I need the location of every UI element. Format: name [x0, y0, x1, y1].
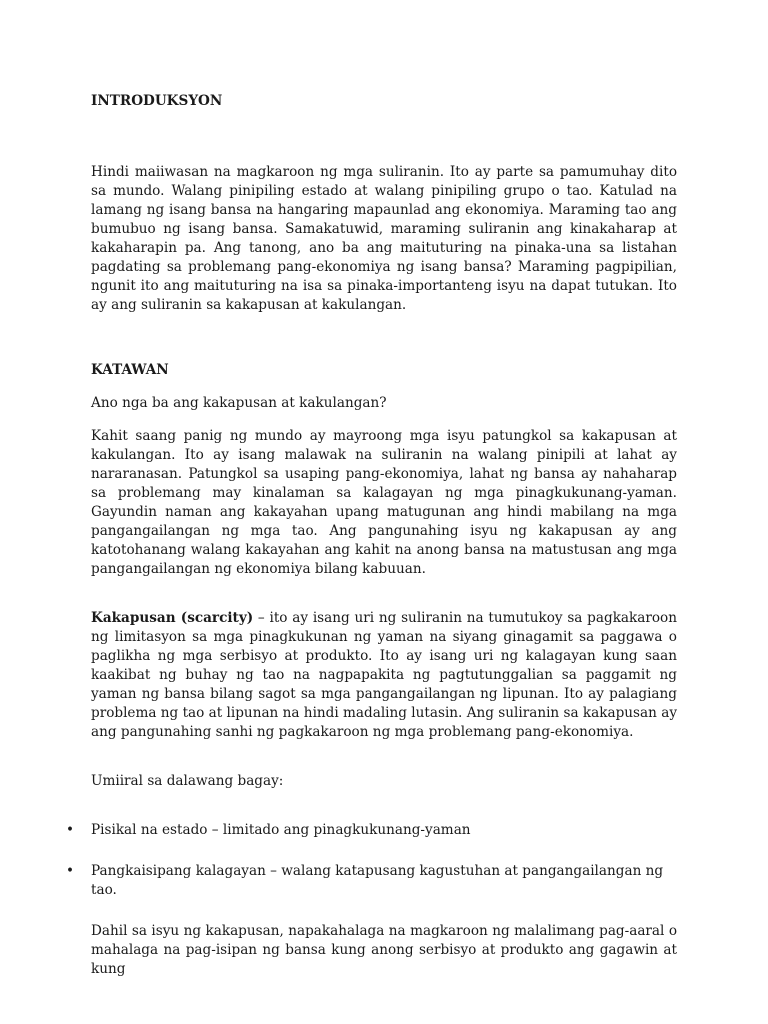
- bullet-icon: •: [66, 863, 75, 879]
- bullet-icon: •: [66, 822, 75, 838]
- definition-paragraph: [91, 609, 677, 742]
- bullet-text: Pangkaisipang kalagayan – walang katapusang kagustuhan at pangangailangan ng tao.: [91, 863, 664, 898]
- bullet-list: [66, 821, 677, 900]
- body-heading: KATAWAN: [91, 362, 169, 378]
- definition-text: – ito ay isang uri ng suliranin na tumutukoy sa pagkakaroon ng limitasyon sa mga pinagkukunan ng yaman na siyang ginagamit sa paggawa o paglikha ng mga serbisyo at produkto. Ito ay isang uri ng kalagayan kung saan kaakibat ng buhay ng tao na nagpapakita ng pagtutunggalian sa paggamit ng yaman ng bansa bilang sagot sa mga pangangailangan ng lipunan. Ito ay palagiang problema ng tao at lipunan na hindi madaling lutasin. Ang suliranin sa kakapusan ay ang pangunahing sanhi ng pagkakaroon ng mga problemang pang-ekonomiya.: [91, 610, 677, 740]
- bullet-text: Pisikal na estado – limitado ang pinagkukunang-yaman: [91, 822, 471, 838]
- definition-term: Kakapusan (scarcity): [91, 610, 254, 626]
- body-paragraph-1: Kahit saang panig ng mundo ay mayroong mga isyu patungkol sa kakapusan at kakulangan. Ito ay isang malawak na suliranin na walang pinipili at lahat ay nararanasan. Patungkol sa usaping pang-ekonomiya, lahat ng bansa ay nahaharap sa problemang may kinalaman sa kalagayan ng mga pinagkukunang-yaman. Gayundin naman ang kakayahan upang matugunan ang hindi mabilang na mga pangangailangan ng mga tao. Ang pangunahing isyu ng kakapusan ay ang katotohanang walang kakayahan ang kahit na anong bansa na matustusan ang mga pangangailangan ng ekonomiya bilang kabuuan.: [91, 428, 677, 577]
- body-question: Ano nga ba ang kakapusan at kakulangan?: [91, 395, 387, 411]
- list-item: [66, 821, 677, 840]
- closing-paragraph: Dahil sa isyu ng kakapusan, napakahalaga na magkaroon ng malalimang pag-aaral o mahalaga na pag-isipan ng bansa kung anong serbisyo at produkto ang gagawin at kung: [91, 923, 677, 977]
- intro-paragraph: Hindi maiiwasan na magkaroon ng mga suliranin. Ito ay parte sa pamumuhay dito sa mundo. Walang pinipiling estado at walang pinipiling grupo o tao. Katulad na lamang ng isang bansa na hangaring mapaunlad ang ekonomiya. Maraming tao ang bumubuo ng isang bansa. Samakatuwid, maraming suliranin ang kinakaharap at kakaharapin pa. Ang tanong, ano ba ang maituturing na pinaka-una sa listahan pagdating sa problemang pang-ekonomiya ng isang bansa? Maraming pagpipilian, ngunit ito ang maituturing na isa sa pinaka-importanteng isyu na dapat tutukan. Ito ay ang suliranin sa kakapusan at kakulangan.: [91, 164, 677, 313]
- document-page: [66, 92, 677, 979]
- list-item: [66, 862, 677, 900]
- exists-intro: Umiiral sa dalawang bagay:: [91, 773, 284, 789]
- intro-heading: INTRODUKSYON: [91, 93, 223, 109]
